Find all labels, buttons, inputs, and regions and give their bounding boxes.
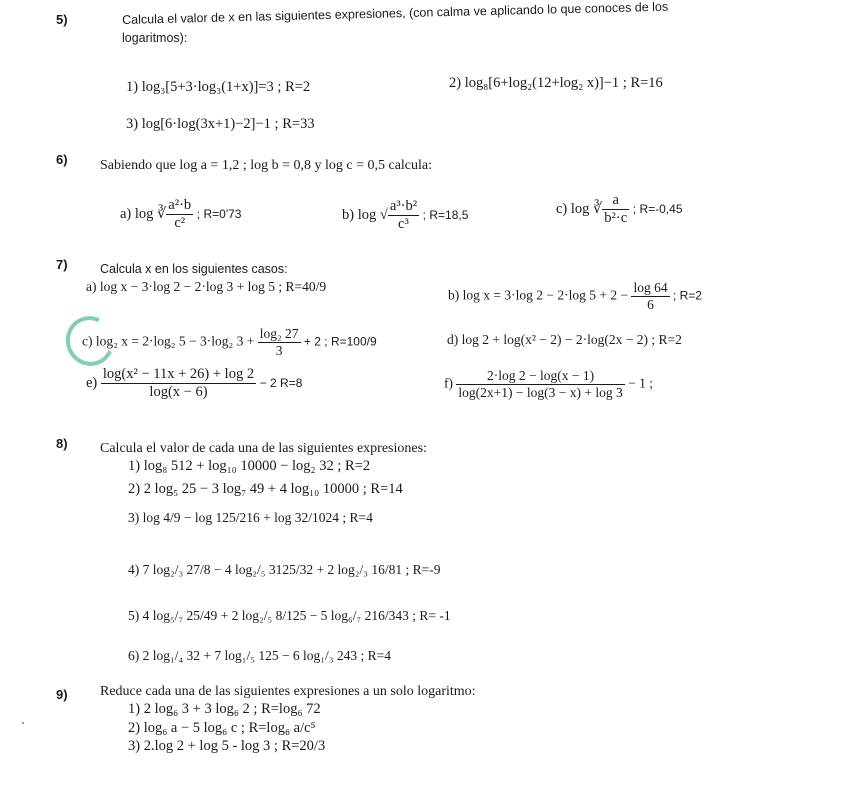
section-6-number: 6) xyxy=(56,152,68,167)
section-9-statement: Reduce cada una de las siguientes expresiones a un solo logaritmo: xyxy=(100,684,476,699)
item-3-result: ; R=4 xyxy=(342,510,373,525)
section-8-item-5: 5) 4 log₅/₇ 25/49 + 2 log₂/₅ 8/125 − 5 log₆/₇ 216/343 ; R= -1 xyxy=(128,608,451,623)
item-b-numerator: a³·b² xyxy=(389,198,418,214)
section-7-item-e xyxy=(86,366,302,401)
section-5-item-3: 3) log[6·log(3x+1)−2]−1 ; R=33 xyxy=(126,116,315,132)
section-8-item-2: 2) 2 log₅ 25 − 3 log₇ 49 + 4 log₁₀ 10000 ; R=14 xyxy=(128,481,403,497)
section-5-statement-line2: logaritmos): xyxy=(122,31,188,45)
item-c-fraction xyxy=(602,192,629,227)
item-c-result: + 2 ; R=100/9 xyxy=(303,334,377,349)
item-3-log-1: 3) log xyxy=(128,510,160,525)
item-3-log-2: − log xyxy=(183,510,213,525)
item-a-result: ; R=0'73 xyxy=(196,206,242,221)
item-c-prefix: c) log ∛ xyxy=(556,200,603,217)
item-e-prefix: e) xyxy=(86,374,98,391)
item-e-denominator: log(x − 6) xyxy=(149,384,208,400)
item-b-fraction xyxy=(388,198,419,233)
item-f-denominator: log(2x+1) − log(3 − x) + log 3 xyxy=(458,385,623,400)
section-9-item-3: 3) 2.log 2 + log 5 - log 3 ; R=20/3 xyxy=(128,738,326,754)
section-9-number: 9) xyxy=(56,687,68,702)
section-5-number: 5) xyxy=(56,12,68,27)
section-5-item-1: 1) log₃[5+3·log₃(1+x)]=3 ; R=2 xyxy=(126,79,311,95)
item-b-prefix: b) log x = 3·log 2 − 2·log 5 + 2 − xyxy=(448,287,629,303)
section-6-item-a xyxy=(120,197,241,232)
item-c-prefix: c) log₂ x = 2·log₂ 5 − 3·log₂ 3 + xyxy=(82,333,255,349)
section-6-item-c xyxy=(556,192,683,227)
section-9-item-1: 1) 2 log₆ 3 + 3 log₆ 2 ; R=log₆ 72 xyxy=(128,701,321,717)
item-3-arg-1: 4/9 xyxy=(163,510,181,525)
section-5-statement-line1: Calcula el valor de x en las siguientes expresiones, (con calma ve aplicando lo que conoces de los xyxy=(122,0,669,27)
item-f-numerator: 2·log 2 − log(x − 1) xyxy=(456,368,624,385)
item-b-result: ; R=18,5 xyxy=(422,207,469,222)
item-e-numerator: log(x² − 11x + 26) + log 2 xyxy=(102,366,255,382)
item-f-prefix: f) xyxy=(444,375,453,391)
item-e-result: − 2 R=8 xyxy=(259,375,303,390)
item-b-result: ; R=2 xyxy=(672,288,702,303)
item-b-denominator: 6 xyxy=(647,297,654,312)
item-b-fraction xyxy=(631,280,669,313)
item-c-numerator: log₂ 27 xyxy=(259,326,299,341)
item-e-fraction xyxy=(101,366,256,401)
section-8-statement: Calcula el valor de cada una de las siguientes expresiones: xyxy=(100,441,427,456)
item-f-fraction xyxy=(456,368,624,401)
item-a-numerator: a²·b xyxy=(168,197,192,213)
item-3-arg-3: 32/1024 xyxy=(294,510,340,525)
item-c-denominator: 3 xyxy=(275,343,283,358)
section-6-item-b xyxy=(342,198,468,233)
section-5-item-2: 2) log₈[6+log₂(12+log₂ x)]−1 ; R=16 xyxy=(449,75,663,91)
stray-dot xyxy=(22,722,24,724)
item-c-denominator: b²·c xyxy=(604,210,628,226)
section-6-statement: Sabiendo que log a = 1,2 ; log b = 0,8 y log c = 0,5 calcula: xyxy=(100,158,433,173)
section-7-item-d: d) log 2 + log(x² − 2) − 2·log(2x − 2) ; R=2 xyxy=(447,332,682,347)
item-b-numerator: log 64 xyxy=(633,280,668,295)
item-3-arg-2: 125/216 xyxy=(215,510,260,525)
item-3-log-3: + log xyxy=(263,510,292,525)
section-7-item-c xyxy=(82,326,377,359)
item-f-suffix: − 1 ; xyxy=(628,375,653,391)
item-a-prefix: a) log ∛ xyxy=(120,205,167,222)
section-7-number: 7) xyxy=(56,257,68,272)
section-8-number: 8) xyxy=(56,436,68,451)
section-7-item-f xyxy=(444,368,653,401)
section-7-item-b xyxy=(448,280,702,313)
section-7-statement: Calcula x en los siguientes casos: xyxy=(100,262,288,276)
item-b-denominator: c³ xyxy=(398,216,409,232)
section-7-item-a: a) log x − 3·log 2 − 2·log 3 + log 5 ; R=40/9 xyxy=(86,279,327,294)
item-c-result: ; R=-0,45 xyxy=(632,201,683,216)
item-b-prefix: b) log √ xyxy=(342,206,388,223)
item-a-denominator: c² xyxy=(174,215,186,231)
item-a-fraction xyxy=(166,197,193,232)
section-8-item-1: 1) log₈ 512 + log₁₀ 10000 − log₂ 32 ; R=2 xyxy=(128,458,371,474)
section-9-item-2: 2) log₆ a − 5 log₆ c ; R=log₆ a/c⁵ xyxy=(128,720,316,736)
section-8-item-6: 6) 2 log₁/₄ 32 + 7 log₁/₅ 125 − 6 log₁/₃ 243 ; R=4 xyxy=(128,648,391,663)
item-c-fraction xyxy=(258,326,301,359)
section-8-item-4: 4) 7 log₂/₃ 27/8 − 4 log₂/₅ 3125/32 + 2 log₂/₃ 16/81 ; R=-9 xyxy=(128,562,441,577)
item-c-numerator: a xyxy=(602,192,629,210)
section-8-item-3 xyxy=(128,510,373,526)
